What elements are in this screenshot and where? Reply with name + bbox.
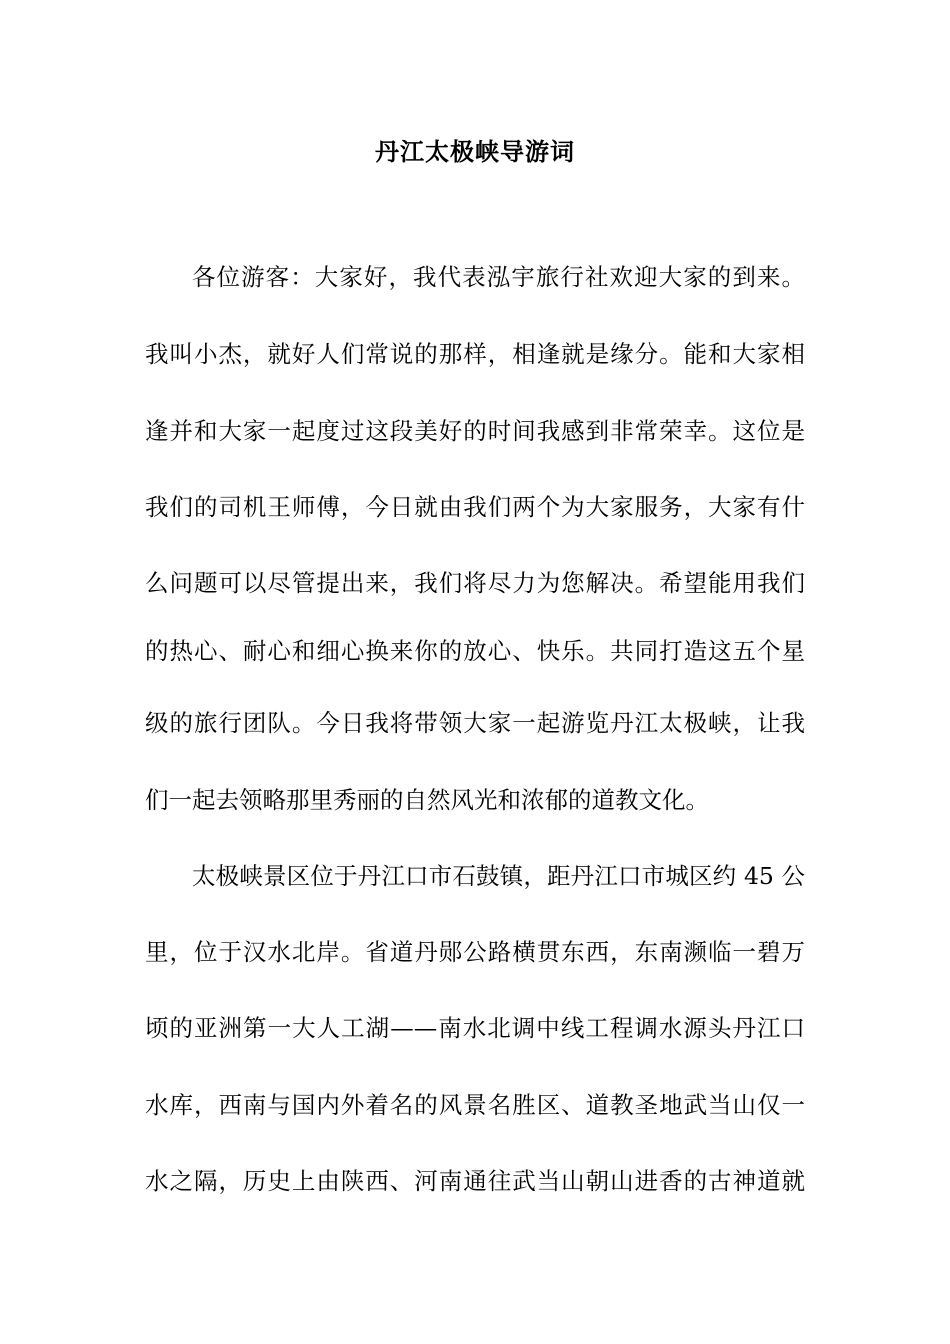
document-title: 丹江太极峡导游词	[375, 137, 575, 166]
paragraph-2-line-2: 里，位于汉水北岸。省道丹郧公路横贯东西，东南濒临一碧万	[145, 938, 805, 966]
paragraph-1-line-7: 级的旅行团队。今日我将带领大家一起游览丹江太极峡，让我	[145, 709, 805, 737]
paragraph-2-line-3: 顷的亚洲第一大人工湖——南水北调中线工程调水源头丹江口	[145, 1014, 805, 1042]
paragraph-2-line-5: 水之隔，历史上由陕西、河南通往武当山朝山进香的古神道就	[145, 1167, 805, 1195]
paragraph-1-line-2: 我叫小杰，就好人们常说的那样，相逢就是缘分。能和大家相	[145, 340, 805, 368]
paragraph-1-line-4: 我们的司机王师傅，今日就由我们两个为大家服务，大家有什	[145, 493, 805, 521]
paragraph-2-line-1: 太极峡景区位于丹江口市石鼓镇，距丹江口市城区约 45 公	[192, 862, 805, 890]
paragraph-1-line-8: 们一起去领略那里秀丽的自然风光和浓郁的道教文化。	[145, 786, 709, 814]
paragraph-1-line-6: 的热心、耐心和细心换来你的放心、快乐。共同打造这五个星	[145, 637, 805, 665]
paragraph-1-line-1: 各位游客：大家好，我代表泓宇旅行社欢迎大家的到来。	[192, 263, 805, 291]
paragraph-1-line-5: 么问题可以尽管提出来，我们将尽力为您解决。希望能用我们	[145, 569, 805, 597]
paragraph-1-line-3: 逢并和大家一起度过这段美好的时间我感到非常荣幸。这位是	[145, 417, 805, 445]
paragraph-2-line-4: 水库，西南与国内外着名的风景名胜区、道教圣地武当山仅一	[145, 1091, 805, 1119]
